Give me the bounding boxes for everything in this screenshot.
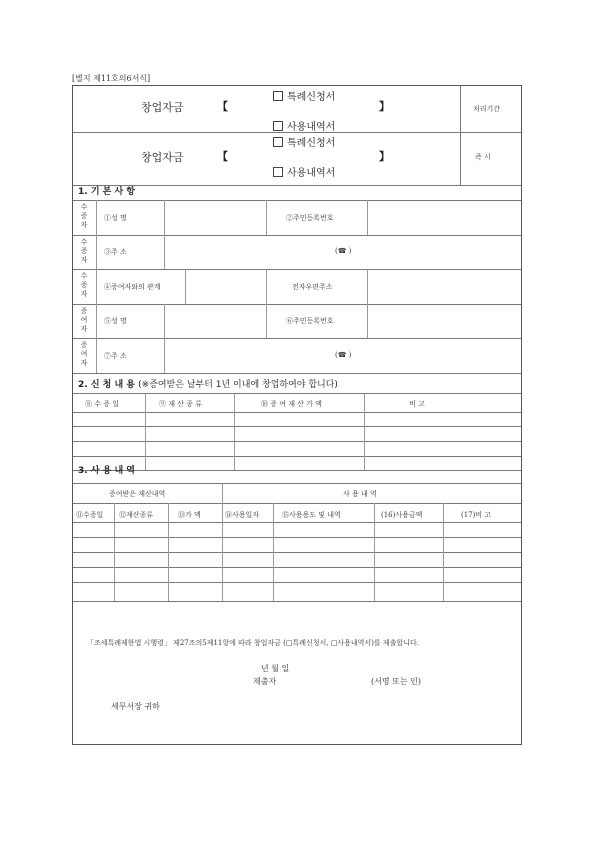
bracket-close-2: 】 [379,150,390,163]
option-special-request-1[interactable]: 특례신청서 [273,88,335,103]
donor-name-field[interactable] [165,305,265,337]
col-remarks: 비 고 [409,400,425,408]
submitter-label: 제출자 [253,677,277,686]
recipient-name-label: ①성 명 [104,214,127,222]
recipient-id-field[interactable] [368,201,518,234]
signature-label: (서명 또는 인) [371,677,421,686]
checkbox-icon[interactable] [273,91,283,101]
header-title-1: 창업자금 [141,101,184,114]
checkbox-icon[interactable] [273,137,283,147]
email-label: 전자우편주소 [292,283,333,291]
donor-id-field[interactable] [368,305,518,337]
checkbox-icon[interactable] [273,121,283,131]
recipient-name-field[interactable] [165,201,265,234]
group-usage: 사 용 내 역 [343,490,377,498]
section3-title: 3. 사 용 내 역 [78,466,135,476]
relationship-field[interactable] [186,270,265,303]
side-label-recipient-3: 수증자 [80,272,88,298]
donor-name-label: ⑤성 명 [104,317,127,325]
option-usage-report-2[interactable]: 사용내역서 [273,164,335,179]
relationship-label: ④증여자와의 관계 [104,283,161,291]
addressee: 세무서장 귀하 [111,702,160,711]
section2-title: 2. 신 청 내 용 (※증여받은 날부터 1년 이내에 창업하여야 합니다) [78,380,338,390]
col-usage-remarks: (17)비 고 [461,511,492,519]
form-frame [72,85,522,745]
side-label-donor-1: 증여자 [80,307,88,333]
form-number: [별지 제11호의6서식] [72,74,151,83]
submission-date: 년 월 일 [261,664,290,673]
donor-address-label: ⑦주 소 [104,352,127,360]
option-special-request-2[interactable]: 특례신청서 [273,134,335,149]
checkbox-icon[interactable] [273,167,283,177]
col-usage-receipt-date: ⑪수증일 [76,511,104,519]
processing-period-label: 처리기간 [473,105,501,113]
col-usage-amount: (16)사용금액 [381,511,423,519]
submission-statement: 「조세특례제한법 시행령」 제27조의5제11항에 따라 창업자금 (□특례신청서, □사용내역서)를 제출합니다. [87,639,419,647]
recipient-address-label: ③주 소 [104,248,127,256]
bracket-open-1: 【 [217,100,228,113]
recipient-id-label: ②주민등록번호 [286,214,334,222]
col-usage-property-type: ⑫재산종류 [119,511,154,519]
col-usage-date: ⑭사용일자 [225,511,260,519]
bracket-open-2: 【 [217,150,228,163]
col-gift-value: ⑩ 증 여 재 산 가 액 [261,400,322,408]
section2-note: (※증여받은 날부터 1년 이내에 창업하여야 합니다) [138,380,338,390]
col-property-type: ⑨ 재 산 종 류 [159,400,202,408]
processing-period-value: 즉 시 [475,153,491,161]
col-receipt-date: ⑧ 수 증 일 [85,400,119,408]
donor-phone: (☎ ) [335,351,352,359]
submitter-field[interactable] [283,673,363,687]
email-field[interactable] [368,270,518,303]
recipient-phone: (☎ ) [335,247,352,255]
section1-title: 1. 기 본 사 항 [78,187,135,197]
side-label-recipient-2: 수증자 [80,238,88,264]
side-label-recipient-1: 수증자 [80,203,88,229]
side-label-donor-2: 증여자 [80,341,88,367]
donor-id-label: ⑥주민등록번호 [286,317,334,325]
col-usage-purpose: ⑮사용용도 및 내역 [282,511,341,519]
option-usage-report-1[interactable]: 사용내역서 [273,118,335,133]
bracket-close-1: 】 [379,100,390,113]
group-received-property: 증여받은 재산내역 [109,490,166,498]
col-usage-value: ⑬가 액 [178,511,201,519]
header-title-2: 창업자금 [141,151,184,164]
